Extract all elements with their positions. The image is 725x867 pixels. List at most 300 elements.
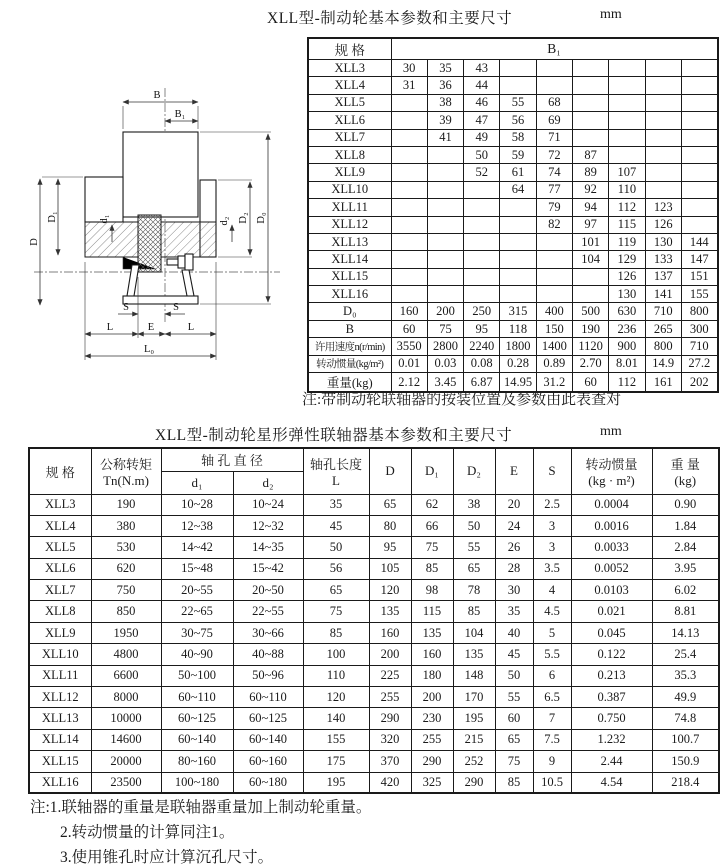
cell: [500, 268, 536, 285]
header-inertia: [571, 448, 652, 494]
header-b1: B₁: [391, 38, 718, 60]
cell: 800: [681, 303, 717, 320]
right-hub-section: [161, 222, 216, 257]
cell: 77: [536, 181, 572, 198]
cell: 75: [495, 751, 533, 772]
cell: 26: [495, 537, 533, 558]
row-label: XLL11: [29, 665, 91, 686]
cell: 0.122: [571, 644, 652, 665]
table2-unit: mm: [600, 424, 622, 439]
cell: 147: [681, 251, 717, 268]
cell: 6600: [91, 665, 161, 686]
cell: [536, 60, 572, 77]
cell: 190: [91, 494, 161, 515]
cell: 12~32: [233, 515, 303, 536]
table-row: [29, 601, 719, 622]
dim-label-L0: L₀: [143, 344, 155, 355]
table-row: [29, 622, 719, 643]
cell: 255: [411, 729, 453, 750]
cell: [391, 94, 427, 111]
cell: 7: [533, 708, 571, 729]
cell: 85: [495, 772, 533, 793]
cell: 74.8: [652, 708, 719, 729]
cell: 79: [536, 199, 572, 216]
cell: 0.01: [391, 355, 427, 372]
cell: 2.44: [571, 751, 652, 772]
header-S: S: [533, 448, 571, 494]
header-d2: d₂: [233, 471, 303, 494]
dim-label-B1: B₁: [174, 109, 186, 120]
cell: [681, 112, 717, 129]
table-row: [308, 94, 718, 111]
header-spec: 规 格: [29, 448, 91, 494]
cell: 50: [495, 665, 533, 686]
cell: 190: [572, 320, 608, 337]
cell: [391, 164, 427, 181]
cell: [645, 94, 681, 111]
cell: [464, 181, 500, 198]
cell: 59: [500, 146, 536, 163]
cell: 710: [645, 303, 681, 320]
dim-label-d2: d₂: [219, 216, 230, 226]
cell: 3.5: [533, 558, 571, 579]
brake-wheel: [123, 132, 198, 217]
cell: [391, 286, 427, 303]
cell: 3: [533, 515, 571, 536]
row-label: XLL10: [308, 181, 391, 198]
cell: 0.0033: [571, 537, 652, 558]
table-row: [308, 164, 718, 181]
cell: [427, 146, 463, 163]
cell: 160: [411, 644, 453, 665]
cell: 68: [536, 94, 572, 111]
cell: 38: [453, 494, 495, 515]
cell: 218.4: [652, 772, 719, 793]
cell: 2240: [464, 338, 500, 355]
cell: 1.84: [652, 515, 719, 536]
cell: 236: [609, 320, 645, 337]
cell: 500: [572, 303, 608, 320]
cell: 60: [572, 373, 608, 393]
cell: 133: [645, 251, 681, 268]
cell: [572, 268, 608, 285]
row-label: XLL4: [308, 77, 391, 94]
cell: 0.021: [571, 601, 652, 622]
row-label: XLL9: [29, 622, 91, 643]
row-label: XLL3: [29, 494, 91, 515]
table-row: [308, 251, 718, 268]
cell: [500, 216, 536, 233]
cell: 65: [303, 580, 369, 601]
header-D1: D₁: [411, 448, 453, 494]
bolt-head: [185, 254, 193, 270]
cell: 65: [495, 729, 533, 750]
cell: 49.9: [652, 687, 719, 708]
header-inertia-line1: 转动惯量: [585, 456, 638, 472]
cell: 38: [427, 94, 463, 111]
cell: [464, 199, 500, 216]
cell: 129: [609, 251, 645, 268]
table-row: [308, 338, 718, 355]
cell: 60~110: [233, 687, 303, 708]
cell: 8000: [91, 687, 161, 708]
cell: 400: [536, 303, 572, 320]
cell: 35: [427, 60, 463, 77]
table-row: [308, 60, 718, 77]
cell: 420: [369, 772, 411, 793]
header-weight-line1: 重 量: [670, 456, 700, 472]
row-label: XLL16: [308, 286, 391, 303]
cell: 80: [369, 515, 411, 536]
cell: 100~180: [161, 772, 233, 793]
dim-label-d1: d₁: [99, 214, 110, 224]
row-label: XLL16: [29, 772, 91, 793]
cell: [572, 94, 608, 111]
cell: 15~42: [233, 558, 303, 579]
cell: [391, 268, 427, 285]
cell: 215: [453, 729, 495, 750]
cell: [500, 251, 536, 268]
cell: 82: [536, 216, 572, 233]
bracket-left-wall: [127, 265, 139, 296]
cell: 115: [411, 601, 453, 622]
cell: 10.5: [533, 772, 571, 793]
row-label: XLL9: [308, 164, 391, 181]
cell: 130: [645, 233, 681, 250]
cell: 55: [500, 94, 536, 111]
cell: 175: [303, 751, 369, 772]
cell: 43: [464, 60, 500, 77]
cell: 24: [495, 515, 533, 536]
cell: 115: [609, 216, 645, 233]
table-row: [29, 772, 719, 793]
cell: 80~160: [161, 751, 233, 772]
cell: [391, 233, 427, 250]
cell: 137: [645, 268, 681, 285]
cell: 380: [91, 515, 161, 536]
table-row: [29, 729, 719, 750]
cell: 0.03: [427, 355, 463, 372]
cell: 2.84: [652, 537, 719, 558]
cell: 39: [427, 112, 463, 129]
cell: 1400: [536, 338, 572, 355]
table-row: [29, 537, 719, 558]
cell: [681, 129, 717, 146]
cell: [645, 112, 681, 129]
cell: [536, 286, 572, 303]
header-torque-line2: Tn(N.m): [103, 472, 149, 488]
cell: [572, 112, 608, 129]
cell: 85: [411, 558, 453, 579]
cell: 20~55: [161, 580, 233, 601]
header-weight: [652, 448, 719, 494]
cell: 710: [681, 338, 717, 355]
cell: 20000: [91, 751, 161, 772]
row-label: XLL11: [308, 199, 391, 216]
cell: 3: [533, 537, 571, 558]
cell: 155: [303, 729, 369, 750]
cell: 101: [572, 233, 608, 250]
cell: 50~96: [233, 665, 303, 686]
cell: 750: [91, 580, 161, 601]
cell: 202: [681, 373, 717, 393]
cell: 40~88: [233, 644, 303, 665]
cell: 45: [495, 644, 533, 665]
cell: 3.45: [427, 373, 463, 393]
cell: 71: [536, 129, 572, 146]
cell: 225: [369, 665, 411, 686]
table2-title: XLL型-制动轮星形弹性联轴器基本参数和主要尺寸: [155, 427, 513, 444]
table-header-row: [308, 38, 718, 60]
cell: [464, 268, 500, 285]
cell: 200: [411, 687, 453, 708]
cell: 46: [464, 94, 500, 111]
cell: [609, 112, 645, 129]
cell: 135: [411, 622, 453, 643]
cell: 0.045: [571, 622, 652, 643]
table-row: [29, 558, 719, 579]
cell: 35: [303, 494, 369, 515]
header-d1: d₁: [161, 471, 233, 494]
cell: 110: [609, 181, 645, 198]
table-row: [308, 112, 718, 129]
cell: 7.5: [533, 729, 571, 750]
header-bore-length-line1: 轴孔长度: [310, 456, 363, 472]
cell: [391, 216, 427, 233]
table-row: [308, 286, 718, 303]
cell: 95: [369, 537, 411, 558]
cell: 60~125: [233, 708, 303, 729]
cell: 69: [536, 112, 572, 129]
cell: 55: [453, 537, 495, 558]
cell: 1950: [91, 622, 161, 643]
cell: 0.0004: [571, 494, 652, 515]
cell: 900: [609, 338, 645, 355]
cell: [391, 112, 427, 129]
header-bore-length: [303, 448, 369, 494]
header-spec: 规 格: [308, 38, 391, 60]
cell: 20: [495, 494, 533, 515]
dim-label-D: D: [29, 238, 40, 246]
cell: 0.387: [571, 687, 652, 708]
dim-label-S-right: S: [173, 302, 179, 313]
cell: [391, 129, 427, 146]
row-label: B: [308, 320, 391, 337]
cell: 195: [303, 772, 369, 793]
cell: [572, 129, 608, 146]
table-row: [308, 320, 718, 337]
cell: 2800: [427, 338, 463, 355]
footnotes: [30, 795, 371, 867]
cell: 62: [411, 494, 453, 515]
cell: [500, 60, 536, 77]
cell: 0.89: [536, 355, 572, 372]
cell: 118: [500, 320, 536, 337]
cell: 160: [369, 622, 411, 643]
coupling-parameter-table: [28, 447, 720, 794]
cell: 6.87: [464, 373, 500, 393]
cell: 61: [500, 164, 536, 181]
dim-label-D0: D₀: [256, 212, 267, 224]
cell: [536, 251, 572, 268]
cell: 14.13: [652, 622, 719, 643]
table1-unit: mm: [600, 7, 622, 22]
cell: 98: [411, 580, 453, 601]
cell: [572, 286, 608, 303]
elastic-star-element: [138, 215, 161, 272]
cell: 60: [391, 320, 427, 337]
cell: [609, 94, 645, 111]
row-label: XLL6: [308, 112, 391, 129]
cell: 75: [411, 537, 453, 558]
cell: 112: [609, 199, 645, 216]
cell: 23500: [91, 772, 161, 793]
cell: 28: [495, 558, 533, 579]
cell: 2.5: [533, 494, 571, 515]
cell: 107: [609, 164, 645, 181]
cell: [536, 268, 572, 285]
cell: 140: [303, 708, 369, 729]
cell: 5: [533, 622, 571, 643]
cell: 4: [533, 580, 571, 601]
cell: [500, 233, 536, 250]
cell: 49: [464, 129, 500, 146]
cell: 800: [645, 338, 681, 355]
cell: 66: [411, 515, 453, 536]
cell: 135: [369, 601, 411, 622]
table-row: [29, 515, 719, 536]
cell: [536, 233, 572, 250]
cell: 255: [369, 687, 411, 708]
cell: 160: [391, 303, 427, 320]
cell: 65: [453, 558, 495, 579]
header-D: D: [369, 448, 411, 494]
cell: [500, 77, 536, 94]
cell: 0.08: [464, 355, 500, 372]
header-D2: D₂: [453, 448, 495, 494]
cell: 180: [411, 665, 453, 686]
cell: 95: [464, 320, 500, 337]
cell: [391, 146, 427, 163]
table-header-row: [29, 448, 719, 471]
coupling-section-drawing: [28, 72, 310, 404]
table-row: [308, 146, 718, 163]
dim-label-D1: D₁: [47, 211, 58, 223]
row-label: XLL10: [29, 644, 91, 665]
cell: 40~90: [161, 644, 233, 665]
table-row: [29, 708, 719, 729]
cell: 41: [427, 129, 463, 146]
cell: [427, 181, 463, 198]
cell: 22~55: [233, 601, 303, 622]
cell: 290: [369, 708, 411, 729]
cell: [645, 181, 681, 198]
cell: 36: [427, 77, 463, 94]
cell: 50: [453, 515, 495, 536]
cell: 30: [495, 580, 533, 601]
table-row: [308, 355, 718, 372]
cell: 60~125: [161, 708, 233, 729]
cell: [391, 251, 427, 268]
cell: 8.81: [652, 601, 719, 622]
cell: 35: [495, 601, 533, 622]
header-E: E: [495, 448, 533, 494]
dim-label-E: E: [147, 322, 155, 333]
bracket-base: [123, 296, 198, 304]
cell: [681, 164, 717, 181]
cell: 150: [536, 320, 572, 337]
cell: 45: [303, 515, 369, 536]
cell: 89: [572, 164, 608, 181]
cell: [609, 146, 645, 163]
cell: 30: [391, 60, 427, 77]
cell: 20~50: [233, 580, 303, 601]
cell: 85: [303, 622, 369, 643]
cell: 325: [411, 772, 453, 793]
cell: 15~48: [161, 558, 233, 579]
cell: 78: [453, 580, 495, 601]
cell: 60~140: [233, 729, 303, 750]
cell: [681, 216, 717, 233]
cell: 300: [681, 320, 717, 337]
cell: 10~24: [233, 494, 303, 515]
cell: 0.213: [571, 665, 652, 686]
cell: 630: [609, 303, 645, 320]
header-bore-diameter: 轴 孔 直 径: [161, 448, 303, 471]
cell: 0.90: [652, 494, 719, 515]
cell: 100: [303, 644, 369, 665]
cell: 148: [453, 665, 495, 686]
cell: [391, 199, 427, 216]
cell: 104: [572, 251, 608, 268]
cell: 65: [369, 494, 411, 515]
cell: 0.0016: [571, 515, 652, 536]
bracket-right-wall: [182, 270, 194, 296]
row-label: D₀: [308, 303, 391, 320]
cell: [464, 233, 500, 250]
cell: 60~110: [161, 687, 233, 708]
row-label: XLL15: [29, 751, 91, 772]
cell: 6: [533, 665, 571, 686]
cell: 10000: [91, 708, 161, 729]
header-weight-line2: (kg): [674, 472, 697, 488]
cell: [645, 146, 681, 163]
cell: 141: [645, 286, 681, 303]
row-label: XLL7: [29, 580, 91, 601]
cell: [572, 60, 608, 77]
cell: 0.0052: [571, 558, 652, 579]
cell: 31.2: [536, 373, 572, 393]
cell: 2.12: [391, 373, 427, 393]
cell: 530: [91, 537, 161, 558]
table-row: [308, 199, 718, 216]
cell: 620: [91, 558, 161, 579]
cell: 100.7: [652, 729, 719, 750]
cell: 25.4: [652, 644, 719, 665]
cell: 126: [645, 216, 681, 233]
cell: [464, 286, 500, 303]
cell: 60~140: [161, 729, 233, 750]
cell: 119: [609, 233, 645, 250]
row-label: XLL15: [308, 268, 391, 285]
cell: [681, 146, 717, 163]
dim-label-S-left: S: [123, 302, 129, 313]
cell: [500, 199, 536, 216]
cell: 200: [427, 303, 463, 320]
cell: [572, 77, 608, 94]
table-row: [29, 751, 719, 772]
cell: [427, 164, 463, 181]
